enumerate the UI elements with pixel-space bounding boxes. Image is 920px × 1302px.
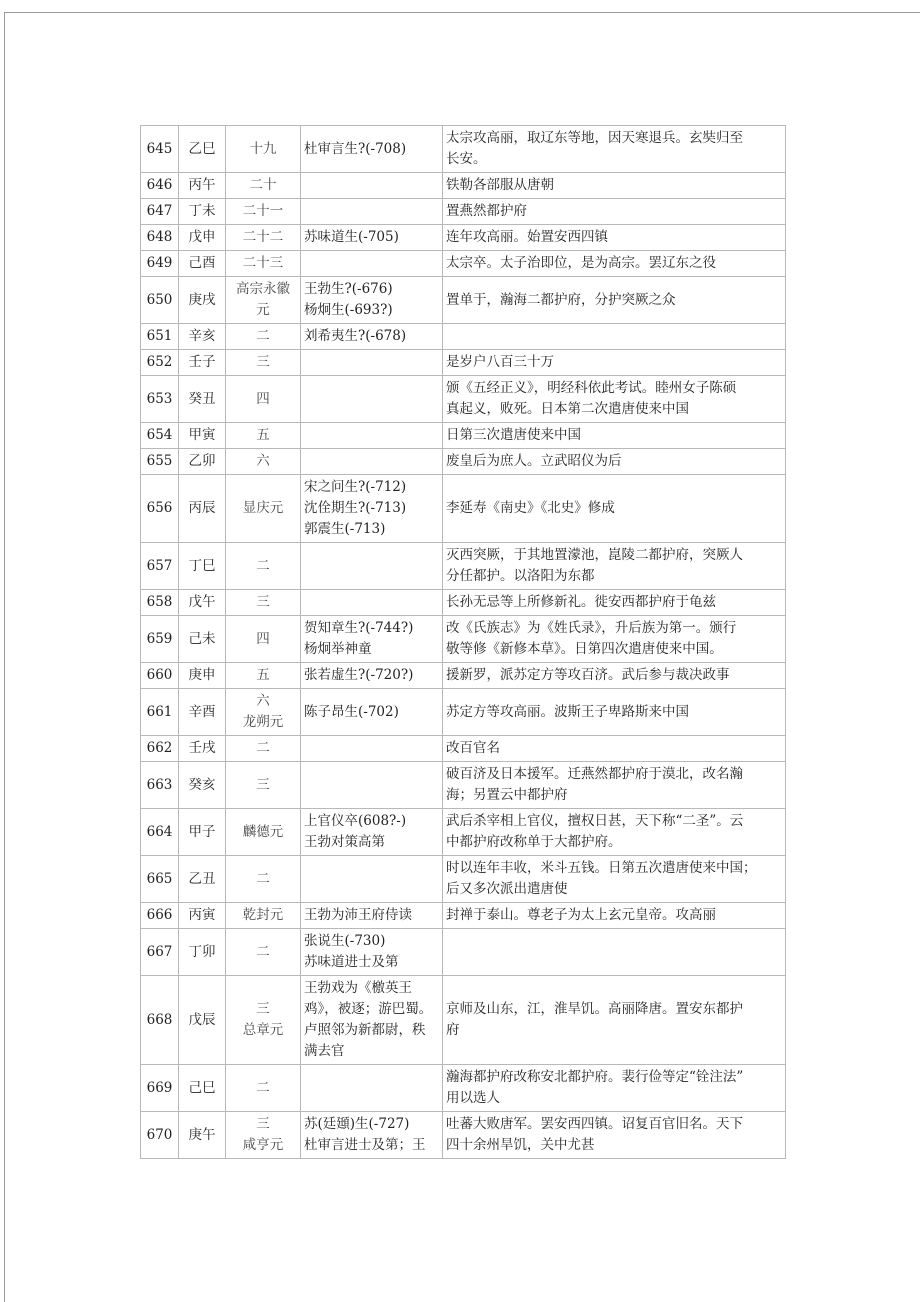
events-cell-line: 援新罗，派苏定方等攻百济。武后参与裁决政事	[446, 667, 730, 683]
era-cell-line: 二十一	[242, 203, 284, 219]
literature-cell	[301, 277, 443, 324]
events-cell-line: 长孙无忌等上所修新礼。徙安西都护府于龟兹	[446, 594, 716, 610]
events-cell-line: 日第三次遣唐使来中国	[446, 427, 581, 443]
ganzhi-cell: 丁卯	[179, 929, 226, 976]
year-cell: 665	[141, 856, 179, 903]
events-cell	[443, 475, 786, 543]
era-cell-line: 三	[256, 1116, 270, 1132]
ganzhi-cell: 壬戌	[179, 736, 226, 762]
table-row	[141, 929, 786, 976]
events-cell	[443, 423, 786, 449]
ganzhi-cell: 乙卯	[179, 449, 226, 475]
era-cell	[226, 616, 301, 663]
ganzhi-cell: 丁巳	[179, 543, 226, 590]
literature-cell	[301, 449, 443, 475]
year-cell: 649	[141, 251, 179, 277]
year-cell: 663	[141, 762, 179, 809]
events-cell	[443, 976, 786, 1065]
events-cell	[443, 449, 786, 475]
table-row	[141, 324, 786, 350]
events-cell-line: 分任都护。以洛阳为东都	[446, 568, 595, 584]
year-cell: 670	[141, 1112, 179, 1159]
ganzhi-cell: 庚申	[179, 663, 226, 689]
ganzhi-cell: 丁未	[179, 199, 226, 225]
era-cell-line: 元	[256, 302, 270, 318]
era-cell-line: 三	[256, 1001, 270, 1017]
era-cell-line: 三	[256, 594, 270, 610]
events-cell-line: 灭西突厥，于其地置濛池，崑陵二都护府，突厥人	[446, 547, 743, 563]
ganzhi-cell: 乙巳	[179, 126, 226, 173]
year-cell: 650	[141, 277, 179, 324]
literature-cell-line: 贺知章生?(-744?)	[304, 620, 414, 636]
table-row	[141, 423, 786, 449]
events-cell	[443, 616, 786, 663]
era-cell-line: 显庆元	[242, 500, 284, 516]
table-row	[141, 350, 786, 376]
table-row	[141, 376, 786, 423]
events-cell-line: 真起义，败死。日本第二次遣唐使来中国	[446, 401, 689, 417]
events-cell-line: 铁勒各部服从唐朝	[446, 177, 554, 193]
era-cell	[226, 475, 301, 543]
era-cell	[226, 277, 301, 324]
era-cell	[226, 856, 301, 903]
literature-cell-line: 沈佺期生?(-713)	[304, 500, 407, 516]
literature-cell	[301, 1112, 443, 1159]
ganzhi-cell: 己巳	[179, 1065, 226, 1112]
era-cell	[226, 251, 301, 277]
events-cell	[443, 173, 786, 199]
era-cell-line: 五	[256, 667, 270, 683]
year-cell: 654	[141, 423, 179, 449]
era-cell-line: 二	[256, 870, 270, 887]
year-cell: 647	[141, 199, 179, 225]
events-cell	[443, 199, 786, 225]
events-cell-line: 连年攻高丽。始置安西四镇	[446, 229, 608, 245]
table-row	[141, 199, 786, 225]
era-cell	[226, 543, 301, 590]
table-row	[141, 1112, 786, 1159]
table-row	[141, 809, 786, 856]
ganzhi-cell: 丙午	[179, 173, 226, 199]
year-cell: 659	[141, 616, 179, 663]
ganzhi-cell: 己未	[179, 616, 226, 663]
year-cell: 667	[141, 929, 179, 976]
literature-cell-line: 刘希夷生?(-678)	[304, 328, 407, 344]
events-cell-line: 中都护府改称单于大都护府。	[446, 834, 622, 850]
year-cell: 656	[141, 475, 179, 543]
events-cell	[443, 762, 786, 809]
literature-cell-line: 上官仪卒(608?-)	[304, 813, 407, 829]
era-cell-line: 麟德元	[242, 823, 284, 840]
table-body	[141, 126, 786, 1159]
events-cell-line: 是岁户八百三十万	[446, 354, 554, 370]
year-cell: 666	[141, 903, 179, 929]
events-cell	[443, 376, 786, 423]
events-cell	[443, 126, 786, 173]
era-cell-line: 二	[256, 740, 270, 756]
events-cell	[443, 663, 786, 689]
table-row	[141, 736, 786, 762]
year-cell: 658	[141, 590, 179, 616]
year-cell: 668	[141, 976, 179, 1065]
literature-cell	[301, 225, 443, 251]
literature-cell-line: 杜审言生?(-708)	[304, 140, 407, 157]
ganzhi-cell: 戊辰	[179, 976, 226, 1065]
ganzhi-cell: 甲子	[179, 809, 226, 856]
era-cell-line: 二	[256, 943, 270, 960]
era-cell-line: 总章元	[242, 1022, 284, 1038]
events-cell-line: 京师及山东，江，淮旱饥。高丽降唐。置安东都护	[446, 1001, 743, 1017]
year-cell: 660	[141, 663, 179, 689]
literature-cell-line: 王勃为沛王府侍读	[304, 907, 412, 923]
ganzhi-cell: 甲寅	[179, 423, 226, 449]
literature-cell-line: 苏味道生(-705)	[304, 229, 399, 245]
events-cell-line: 置燕然都护府	[446, 203, 527, 219]
table-row	[141, 689, 786, 736]
events-cell	[443, 277, 786, 324]
literature-cell-line: 杨炯生(-693?)	[304, 302, 393, 318]
era-cell	[226, 376, 301, 423]
era-cell	[226, 1065, 301, 1112]
events-cell	[443, 809, 786, 856]
literature-cell-line: 宋之问生?(-712)	[304, 479, 407, 495]
literature-cell	[301, 689, 443, 736]
events-cell-line: 后又多次派出遣唐使	[446, 881, 568, 897]
events-cell	[443, 1065, 786, 1112]
year-cell: 664	[141, 809, 179, 856]
ganzhi-cell: 己酉	[179, 251, 226, 277]
literature-cell	[301, 350, 443, 376]
events-cell-line: 封禅于泰山。尊老子为太上玄元皇帝。攻高丽	[446, 907, 716, 923]
events-cell-line: 瀚海都护府改称安北都护府。裴行俭等定“铨注法”	[446, 1069, 744, 1085]
events-cell	[443, 689, 786, 736]
ganzhi-cell: 癸亥	[179, 762, 226, 809]
year-cell: 662	[141, 736, 179, 762]
ganzhi-cell: 壬子	[179, 350, 226, 376]
literature-cell-line: 张说生(-730)	[304, 933, 386, 949]
ganzhi-cell: 庚戌	[179, 277, 226, 324]
literature-cell	[301, 856, 443, 903]
literature-cell	[301, 762, 443, 809]
events-cell	[443, 324, 786, 350]
events-cell	[443, 225, 786, 251]
era-cell	[226, 126, 301, 173]
events-cell	[443, 736, 786, 762]
literature-cell	[301, 324, 443, 350]
literature-cell-line: 张若虚生?(-720?)	[304, 667, 414, 683]
events-cell-line: 李延寿《南史》《北史》修成	[446, 500, 615, 516]
era-cell-line: 四	[256, 630, 270, 647]
table-row	[141, 976, 786, 1065]
era-cell	[226, 663, 301, 689]
table-row	[141, 475, 786, 543]
era-cell	[226, 590, 301, 616]
era-cell	[226, 423, 301, 449]
literature-cell	[301, 1065, 443, 1112]
chronology-table	[140, 125, 786, 1159]
era-cell	[226, 929, 301, 976]
era-cell-line: 十九	[249, 140, 277, 157]
events-cell-line: 时以连年丰收，米斗五钱。日第五次遣唐使来中国；	[446, 860, 757, 876]
table-row	[141, 762, 786, 809]
table-row	[141, 173, 786, 199]
literature-cell	[301, 199, 443, 225]
era-cell-line: 二	[256, 328, 270, 344]
year-cell: 661	[141, 689, 179, 736]
era-cell-line: 高宗永徽	[236, 281, 290, 297]
year-cell: 655	[141, 449, 179, 475]
literature-cell	[301, 736, 443, 762]
literature-cell-line: 陈子昂生(-702)	[304, 703, 399, 720]
table-row	[141, 251, 786, 277]
year-cell: 669	[141, 1065, 179, 1112]
table-row	[141, 225, 786, 251]
literature-cell	[301, 475, 443, 543]
events-cell	[443, 350, 786, 376]
literature-cell	[301, 976, 443, 1065]
literature-cell	[301, 903, 443, 929]
events-cell-line: 颁《五经正义》，明经科依此考试。睦州女子陈硕	[446, 380, 737, 396]
events-cell	[443, 251, 786, 277]
era-cell	[226, 324, 301, 350]
literature-cell-line: 王勃生?(-676)	[304, 281, 393, 297]
events-cell-line: 长安。	[446, 151, 487, 167]
literature-cell	[301, 173, 443, 199]
era-cell	[226, 449, 301, 475]
era-cell-line: 二十三	[242, 255, 284, 271]
table-row	[141, 590, 786, 616]
literature-cell	[301, 126, 443, 173]
events-cell-line: 四十余州旱饥，关中尤甚	[446, 1137, 595, 1153]
events-cell-line: 太宗攻高丽，取辽东等地，因天寒退兵。玄奘归至	[446, 130, 743, 146]
ganzhi-cell: 丙辰	[179, 475, 226, 543]
era-cell	[226, 199, 301, 225]
era-cell	[226, 225, 301, 251]
era-cell-line: 四	[256, 390, 270, 407]
literature-cell	[301, 616, 443, 663]
era-cell	[226, 762, 301, 809]
era-cell-line: 二十二	[242, 229, 284, 245]
literature-cell-line: 杨炯举神童	[304, 641, 372, 657]
events-cell-line: 吐蕃大败唐军。罢安西四镇。诏复百官旧名。天下	[446, 1116, 743, 1132]
literature-cell-line: 鸡》，被逐；游巴蜀。	[304, 1001, 433, 1017]
era-cell-line: 六	[256, 453, 270, 469]
literature-cell	[301, 376, 443, 423]
literature-cell	[301, 663, 443, 689]
era-cell	[226, 350, 301, 376]
era-cell-line: 咸亨元	[242, 1137, 284, 1153]
events-cell-line: 用以选人	[446, 1090, 500, 1106]
table-row	[141, 616, 786, 663]
literature-cell-line: 王勃对策高第	[304, 834, 385, 850]
era-cell-line: 二	[256, 1079, 270, 1096]
literature-cell-line: 苏味道进士及第	[304, 954, 399, 970]
literature-cell-line: 杜审言进士及第；王	[304, 1137, 426, 1153]
events-cell-line: 置单于，瀚海二都护府，分护突厥之众	[446, 291, 676, 308]
literature-cell-line: 满去官	[304, 1043, 345, 1059]
events-cell-line: 苏定方等攻高丽。波斯王子卑路斯来中国	[446, 703, 689, 720]
era-cell-line: 乾封元	[242, 907, 284, 923]
ganzhi-cell: 庚午	[179, 1112, 226, 1159]
literature-cell	[301, 543, 443, 590]
year-cell: 653	[141, 376, 179, 423]
year-cell: 646	[141, 173, 179, 199]
era-cell-line: 二	[256, 557, 270, 574]
literature-cell	[301, 929, 443, 976]
table-row	[141, 449, 786, 475]
table-row	[141, 277, 786, 324]
ganzhi-cell: 戊申	[179, 225, 226, 251]
events-cell-line: 府	[446, 1022, 460, 1038]
events-cell-line: 改百官名	[446, 740, 500, 756]
events-cell	[443, 1112, 786, 1159]
table-row	[141, 856, 786, 903]
literature-cell	[301, 590, 443, 616]
events-cell	[443, 929, 786, 976]
era-cell	[226, 736, 301, 762]
table-row	[141, 663, 786, 689]
events-cell-line: 太宗卒。太子治即位，是为高宗。罢辽东之役	[446, 255, 716, 271]
table-row	[141, 126, 786, 173]
year-cell: 651	[141, 324, 179, 350]
era-cell	[226, 173, 301, 199]
literature-cell-line: 王勃戏为《檄英王	[304, 980, 412, 996]
literature-cell-line: 苏(廷頲)生(-727)	[304, 1116, 410, 1132]
year-cell: 645	[141, 126, 179, 173]
table-row	[141, 903, 786, 929]
ganzhi-cell: 丙寅	[179, 903, 226, 929]
era-cell-line: 三	[256, 776, 270, 793]
era-cell-line: 龙朔元	[242, 714, 284, 730]
ganzhi-cell: 乙丑	[179, 856, 226, 903]
events-cell	[443, 903, 786, 929]
events-cell-line: 敬等修《新修本草》。日第四次遣唐使来中国。	[446, 641, 723, 657]
events-cell-line: 海；另置云中都护府	[446, 787, 568, 803]
events-cell	[443, 856, 786, 903]
era-cell	[226, 809, 301, 856]
year-cell: 648	[141, 225, 179, 251]
events-cell	[443, 543, 786, 590]
table-row	[141, 1065, 786, 1112]
events-cell-line: 破百济及日本援军。迁燕然都护府于漠北，改名瀚	[446, 766, 743, 782]
events-cell-line: 改《氏族志》为《姓氏录》，升后族为第一。颁行	[446, 620, 737, 636]
literature-cell-line: 卢照邻为新都尉，秩	[304, 1022, 426, 1038]
literature-cell	[301, 423, 443, 449]
era-cell-line: 五	[256, 427, 270, 443]
era-cell-line: 二十	[249, 177, 277, 193]
ganzhi-cell: 癸丑	[179, 376, 226, 423]
table-row	[141, 543, 786, 590]
ganzhi-cell: 戊午	[179, 590, 226, 616]
era-cell	[226, 903, 301, 929]
ganzhi-cell: 辛亥	[179, 324, 226, 350]
year-cell: 652	[141, 350, 179, 376]
era-cell	[226, 1112, 301, 1159]
era-cell-line: 三	[256, 354, 270, 370]
events-cell-line: 废皇后为庶人。立武昭仪为后	[446, 453, 622, 469]
ganzhi-cell: 辛酉	[179, 689, 226, 736]
year-cell: 657	[141, 543, 179, 590]
era-cell	[226, 689, 301, 736]
literature-cell	[301, 809, 443, 856]
literature-cell	[301, 251, 443, 277]
events-cell	[443, 590, 786, 616]
era-cell	[226, 976, 301, 1065]
events-cell-line: 武后杀宰相上官仪，擅权日甚，天下称“二圣”。云	[446, 813, 744, 829]
era-cell-line: 六	[256, 693, 270, 709]
literature-cell-line: 郭震生(-713)	[304, 521, 386, 537]
